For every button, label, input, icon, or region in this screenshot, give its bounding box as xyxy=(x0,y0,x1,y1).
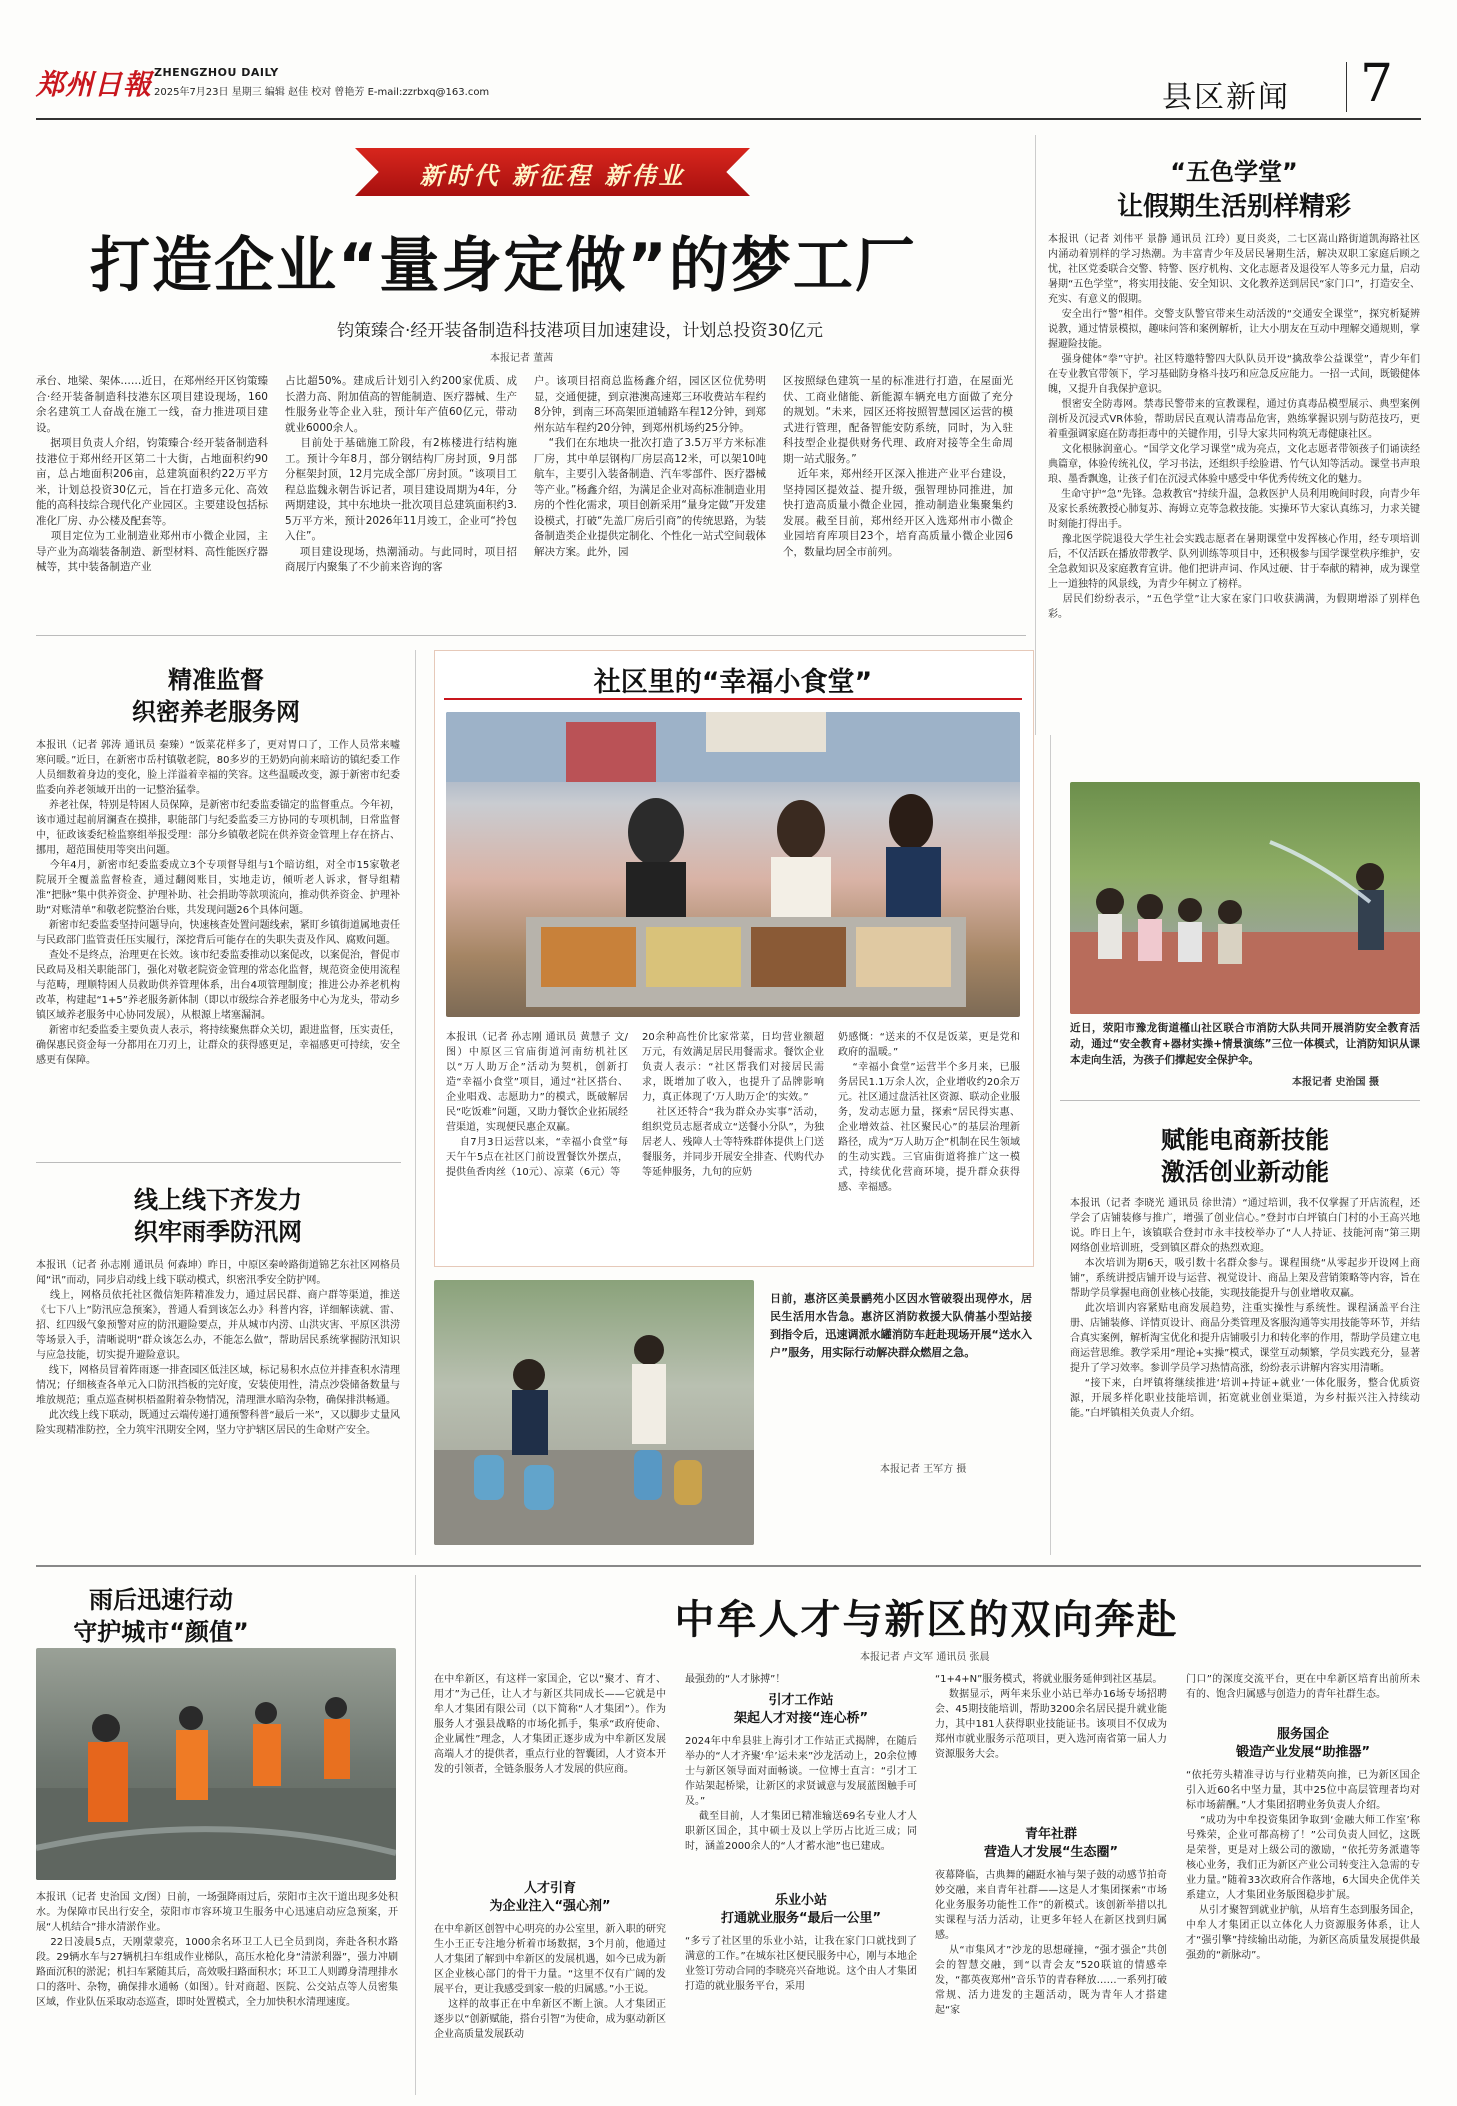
divider xyxy=(1060,1100,1420,1101)
ecommerce-title-1: 赋能电商新技能 xyxy=(1161,1126,1329,1154)
elderly-title-1: 精准监督 xyxy=(168,666,264,694)
talent-subhead-4: 青年社群 营造人才发展“生态圈” xyxy=(983,1827,1119,1860)
page-number-divider xyxy=(1346,62,1347,112)
section-title: 县区新闻 xyxy=(1162,80,1290,115)
divider xyxy=(36,1162,401,1163)
lead-col-3: 户。该项目招商总监杨鑫介绍，园区区位优势明显，交通便捷，到京港澳高速郑三环收费站车程约8分钟，到南三环高架匝道辅路车程12分钟，到郑州东站车程约20分钟，到郑州机场约25分钟。 “我们在东地块一批次打造了3.5万平方米标准厂房，其中单层钢构厂房层高12米，可以架10吨航车，主要引入装备制造、汽车零部件、医疗器械等产业。”杨鑫介绍，为满足企业对高标准制造业用房的个性化需求，项目创新采用“量身定做”开发建设模式，打破“先盖厂房后引商”的传统思路，为装备制造类企业提供定制化、个性化一站式空间载体解决方案。此外，园 xyxy=(534,375,766,558)
talent-col-4: 门口”的深度交流平台，更在中牟新区培育出前所未有的、饱含归属感与创造力的青年社群生态。 xyxy=(1186,1674,1420,1700)
rain-cleanup-photo xyxy=(36,1648,396,1880)
english-name: ZHENGZHOU DAILY xyxy=(154,66,279,79)
talent-subhead-1: 人才引育 为企业注入“强心剂” xyxy=(489,1881,611,1914)
five-color-title-1: “五色学堂” xyxy=(1170,158,1298,186)
talent-col-1: 在中牟新区，有这样一家国企，它以“聚才、育才、用才”为己任，让人才与新区共同成长——它就是中牟人才集团有限公司（以下简称“人才集团”）。作为服务人才强县战略的市场化抓手，集承“政府使命、企业属性”理念，人才集团正逐步成为中牟新区发展高端人才的提供者，重点行业的智囊团，人才资本开发的引领者，全链条服务人才发展的供应商。 xyxy=(434,1674,666,1775)
masthead-rule xyxy=(36,118,1421,120)
elderly-title-2: 织密养老服务网 xyxy=(132,698,300,726)
lead-col-4: 区按照绿色建筑一星的标准进行打造，在屋面光伏、工商业储能、新能源车辆充电方面做了充分的规划。“未来，园区还将按照智慧园区运营的模式进行管理，配备智能安防系统，同时，为入驻科技型企业提供财务代理、政府对接等全生命周期一站式服务。” 近年来，郑州经开区深入推进产业平台建设，坚持园区提效益、提升级，强智理协同推进，加快打造高质量小微企业园，推动制造业集聚集约发展。截至目前，郑州经开区入选郑州市小微企业园培育库项目23个，培育高质量小微企业园6个，数量均居全市前列。 xyxy=(783,375,1013,558)
date-line: 2025年7月23日 星期三 编辑 赵佳 校对 曾艳芳 E-mail:zzrbxq@163.com xyxy=(154,87,490,98)
lead-byline: 本报记者 董茜 xyxy=(490,353,554,364)
talent-headline: 中牟人才与新区的双向奔赴 xyxy=(674,1597,1179,1643)
fire-drill-photo xyxy=(1070,782,1420,1014)
rain-title-1: 雨后迅速行动 xyxy=(89,1586,233,1614)
canteen-text-1: 本报讯（记者 孙志刚 通讯员 黄慧子 文/图）中原区三官庙街道河南纺机社区以“万人助万企”活动为契机，创新打造“幸福小食堂”项目，通过“社区搭台、企业唱戏、志愿助力”的模式，既破解居民“吃饭难”问题，又助力餐饮企业拓展经营渠道，实现便民惠企双赢。 自7月3日运营以来，“幸福小食堂”每天午午5点在社区门前设置餐饮外摆点，提供鱼香肉丝（10元）、凉菜（6元）等 xyxy=(446,1032,628,1178)
flood-title-2: 织牢雨季防汛网 xyxy=(134,1218,302,1246)
divider xyxy=(415,650,416,1555)
canteen-text-2: 20余种高性价比家常菜，日均营业额超万元，有效满足居民用餐需求。餐饮企业负责人表示：“社区帮我们对接居民需求，既增加了收入，也提升了品牌影响力，真正体现了‘万人助万企’的实效。” 社区还特合“我为群众办实事”活动，组织党员志愿者成立“送餐小分队”，为独居老人、残障人士等特殊群体提供上门送餐服务，并同步开展安全排查、代购代办等延伸服务，九旬的应奶 xyxy=(642,1032,824,1178)
canteen-title: 社区里的“幸福小食堂” xyxy=(593,667,873,698)
talent-col-3b: 夜幕降临，古典舞的翩跹水袖与架子鼓的动感节拍奇妙交融，来自青年社群——这是人才集团探索“市场化业务服务功能性工作”的新模式。该创新举措以扎实课程与活力活动，让更多年轻人在新区找到归属感。 从“市集风才”沙龙的思想碰撞，“强才强企”共创会的智慧交融，到“以青会友”520联谊的情感牵发，“都英夜郑州”音乐节的青春释放……一系列打破常规、活力进发的主题活动，既为青年人才搭建起“家 xyxy=(935,1870,1167,2016)
lead-col-1: 承台、地梁、架体……近日，在郑州经开区钧策臻合·经开装备制造科技港东区项目建设现场，160余名建筑工人奋战在施工一线，奋力推进项目建设。 据项目负责人介绍，钧策臻合·经开装备制造科技港位于郑州经开区第二十大街，占地面积约90亩，总占地面积206亩，总建筑面积约22万平方米，计划总投资30亿元，旨在打造多元化、高效能的高科技综合现代化产业园区。主要建设包括标准化厂房、办公楼及配套等。 项目定位为工业制造业郑州市小微企业园，主导产业为高端装备制造、新型材料、高性能医疗器械等，其中装备制造产业 xyxy=(36,375,268,573)
talent-subhead-3: 乐业小站 打通就业服务“最后一公里” xyxy=(720,1893,882,1926)
divider xyxy=(415,1575,416,2095)
divider xyxy=(1050,735,1051,1555)
rain-text: 本报讯（记者 史治国 文/图）日前，一场强降雨过后，荥阳市主次干道出现多处积水。为保障市民出行安全，荥阳市市容环境卫生服务中心迅速启动应急预案，开展“人机结合”排水清淤作业。 22日凌晨5点，天刚蒙蒙亮，1000余名环卫工人已全员到岗，奔赴各积水路段。29辆水车与27辆机扫车组成作业梯队，高压水枪化身“清淤利器”，强力冲刷路面沉积的淤泥；机扫车紧随其后，高效吸扫路面积水；环卫工人则蹲身清理排水口的落叶、杂物，确保排水通畅（如图）。针对商超、医院、公交站点等人员密集区域，作业队伍采取动态巡查，即时处置模式，全力加快积水清理速度。 xyxy=(36,1892,398,2008)
flood-title-1: 线上线下齐发力 xyxy=(134,1186,302,1214)
divider xyxy=(36,1565,1421,1567)
talent-col-2c: “多亏了社区里的乐业小站，让我在家门口就找到了满意的工作。”在城东社区便民服务中心，刚与本地企业签订劳动合同的李晓亮兴奋地说。这个由人才集团打造的就业服务平台，采用 xyxy=(685,1936,917,1992)
newspaper-logo: 郑州日報 xyxy=(36,68,153,101)
fire-drill-caption: 近日，荥阳市豫龙街道槿山社区联合市消防大队共同开展消防安全教育活动，通过“安全教育+器材实操+情景演练”三位一体模式，让消防知识从课本走向生活，为孩子们撑起安全保护伞。 xyxy=(1070,1022,1420,1066)
talent-subhead-2: 引才工作站 架起人才对接“连心桥” xyxy=(733,1693,869,1726)
talent-col-4b: “依托劳头精准寻访与行业精英向推，已为新区国企引入近60名中坚力量，其中25位中高层管理者均对标市场薪酬。”人才集团招聘业务负责人介绍。 “成功为中牟投资集团争取到‘金融大师工作室’称号殊荣，企业可都高榜了！”公司负责人回忆，这既是荣誉，更是对上级公司的激励，“依托劳务派遣等核心业务，我们正为新区产业公司转变注入急需的专业力量。”随着33次政府合作落地，6大国央企优伴关系建立，人才集团业务版图稳步扩展。 从引才聚智到就业护航，从培育生态到服务国企，中牟人才集团正以立体化人力资源服务体系，让人才“强引擎”持续输出动能，为新区高质量发展提供最强劲的“新脉动”。 xyxy=(1186,1770,1420,1961)
elderly-text: 本报讯（记者 郭涛 通讯员 秦臻）“饭菜花样多了，更对胃口了，工作人员常来嘘寒问暖。”近日，在新密市岳村镇敬老院，80多岁的王奶奶向前来暗访的镇纪委工作人员细数着身边的变化，脸上洋溢着幸福的笑容。这些温暖改变，源于新密市纪委监委向养老领域开出的一记整治猛拳。 养老社保，特别是特困人员保障，是新密市纪委监委锚定的监督重点。今年初，该市通过起前屑澜查在摸排，职能部门与纪委监委三方协同的专项机制，日常监督中，征政该委纪检监察组举报受理：部分乡镇敬老院在供养资金管理上存在挤占、挪用，超范围使用等突出问题。 今年4月，新密市纪委监委成立3个专项督导组与1个暗访组，对全市15家敬老院展开全覆盖监督检查，通过翻阅账目，实地走访，倾听老人诉求，督导组精准“把脉”集中供养资金、护理补助、社会捐助等款项流向，推动供养资金、护理补助“对账清单”和敬老院整治台账，共发现问题26个具体问题。 新密市纪委监委坚持问题导向，快速核查处置问题线索，紧盯乡镇街道属地责任与民政部门监管责任压实履行，深挖背后可能存在的失职失责及作风、腐败问题。 查处不是终点，治理更在长效。该市纪委监委推动以案促改，以案促治，督促市民政局及相关职能部门，强化对敬老院资金管理的常态化监督，规范资金使用流程与范畴，理顺特困人员救助供养管理体系，出台4项管理制度；推进公办养老机构改革，构建起“1+5”养老服务新体制（即以市级综合养老服务中心为龙头，带动乡镇区域养老服务中心协同发展），从根源上堵塞漏洞。 新密市纪委监委主要负责人表示，将持续聚焦群众关切，跟进监督，压实责任，确保惠民资金每一分都用在刀刃上，让群众的获得感更足，幸福感更可持续，安全感更有保障。 xyxy=(36,740,400,1066)
page-number: 7 xyxy=(1360,54,1394,114)
canteen-text-3: 奶感慨：“送来的不仅是饭菜，更是党和政府的温暖。” “幸福小食堂”运营半个多月来，已服务居民1.1万余人次，企业增收约20余万元。社区通过盘活社区资源、联动企业服务，发动志愿力量，探索“居民得实惠、企业增效益、社区聚民心”的基层治理新路径，成为“万人助万企”机制在民生领域的生动实践。三官庙街道将推广这一模式，持续优化营商环境，提升群众获得感、幸福感。 xyxy=(838,1032,1020,1193)
talent-col-2: 最强劲的“人才脉搏”！ xyxy=(685,1674,786,1685)
ecommerce-text: 本报讯（记者 李晓光 通讯员 徐世清）“通过培训，我不仅掌握了开店流程，还学会了店铺装修与推广，增强了创业信心。”登封市白坪镇白门村的小王高兴地说。昨日上午，该镇联合登封市永丰技校举办了“人人持证、技能河南”第三期网络创业培训班，受到镇区群众的热烈欢迎。 本次培训为期6天，吸引数十名群众参与。课程围绕“从零起步开设网上商铺”，系统讲授店铺开设与运营、视觉设计、商品上架及营销策略等内容，旨在帮助学员掌握电商创业核心技能，实现技能提升与创业增收双赢。 此次培训内容紧贴电商发展趋势，注重实操性与系统性。课程涵盖平台注册、店铺装修、详情页设计、商品分类管理及客服沟通等实用技能等环节，并结合真实案例，解析淘宝优化和提升店铺吸引力和转化率的作用，帮助学员建立电商运营思维。教学采用“理论+实操”模式，课堂互动频繁，学员实践充分，显著提升了学习效率。参训学员学习热情高涨，纷纷表示讲解内容实用清晰。 “接下来，白坪镇将继续推进‘培训+持证+就业’一体化服务，整合优质资源，开展多样化职业技能培训，拓宽就业创业渠道，为乡村振兴注入持续动能。”白坪镇相关负责人介绍。 xyxy=(1070,1198,1420,1419)
flood-text: 本报讯（记者 孙志刚 通讯员 何森坤）昨日，中原区秦岭路街道锦艺东社区网格员闻“讯”而动，同步启动线上线下联动模式，织密汛季安全防护网。 线上，网格员依托社区微信矩阵精准发力，通过居民群、商户群等渠道，推送《七下八上”防汛应急预案》，普通人看到该怎么办》科普内容，详细解读就、雷、招、红四级气象预警对应的防汛避险要点，并从城市内涝、山洪灾害、平原区洪涝等场景入手，清晰说明“群众该怎么办，不能怎么做”，帮助居民系统掌握防汛知识与应急技能，切实提升避险意识。 线下，网格员冒着阵雨逐一排查园区低洼区域，标记易积水点位并排查积水清理情况；仔细核查各单元入口防汛挡板的完好度，安装使用性，清点沙袋储备数量与堆放规范；重点巡查树枳梧盈附着杂物情况，清理泄水暗沟杂物，确保排洪畅通。 此次线上线下联动，既通过云端传递打通预警科普“最后一米”，又以脚步丈量风险实现精准防控，全力筑牢汛期安全网，坚力守护辖区居民的生命财产安全。 xyxy=(36,1260,400,1436)
water-delivery-caption: 日前，惠济区美景鹂苑小区因水管破裂出现停水，居民生活用水告急。惠济区消防救援大队倩基小型站接到指令后，迅速调派水罐消防车赶赴现场开展“送水入户”服务，用实际行动解决群众燃眉之急。 xyxy=(770,1292,1032,1359)
lead-col-2: 占比超50%。建成后计划引入约200家优质、成长潜力高、附加值高的智能制造、医疗器械、生产性服务业等企业入驻，预计年产值60亿元，带动就业6000余人。 目前处于基础施工阶段，有2栋楼进行结构施工。预计今年8月，部分钢结构厂房封顶，9月部分框架封顶，12月完成全部厂房封顶。“该项目工程总监魏永朝告诉记者，项目建设周期为4年，分两期建设，其中东地块一批次项目总建筑面积约3.5万平方米，预计2026年11月竣工，企业可“拎包入住”。 项目建设现场，热潮涌动。与此同时，项目招商展厅内聚集了不少前来咨询的客 xyxy=(285,375,517,573)
ecommerce-title-2: 激活创业新动能 xyxy=(1161,1158,1329,1186)
water-delivery-photo xyxy=(434,1280,754,1545)
lead-headline: 打造企业“量身定做”的梦工厂 xyxy=(90,231,917,301)
talent-col-1b: 在中牟新区创智中心明亮的办公室里，新入职的研究生小王正专注地分析着市场数据，3个月前，他通过人才集团了解到中牟新区的发展机遇，如今已成为新区企业核心部门的骨干力量。“这里不仅有广阔的发展平台，更让我感受到家一般的归属感。”小王说。 这样的故事正在中牟新区不断上演。人才集团正逐步以“创新赋能，搭台引智”为使命，成为驱动新区企业高质量发展跃动 xyxy=(434,1924,666,2040)
talent-col-3: “1+4+N”服务模式，将就业服务延伸到社区基层。 数据显示，两年来乐业小站已举办16场专场招聘会、45期技能培训，帮助3200余名居民提升就业能力，其中181人获得职业技能证书。该项目不仅成为郑州市就业服务示范项目，更入选河南省第一届人力资源服务大会。 xyxy=(935,1674,1167,1760)
talent-byline: 本报记者 卢文军 通讯员 张晨 xyxy=(860,1652,990,1663)
divider xyxy=(1035,135,1036,735)
banner-text: 新时代 新征程 新伟业 xyxy=(419,161,686,190)
talent-subhead-5: 服务国企 锻造产业发展“助推器” xyxy=(1235,1727,1371,1760)
five-color-title-2: 让假期生活别样精彩 xyxy=(1116,192,1351,222)
water-delivery-credit: 本报记者 王军方 摄 xyxy=(880,1464,967,1475)
five-color-text: 本报讯（记者 刘伟平 景静 通讯员 江玲）夏日炎炎，二七区嵩山路街道凯海路社区内涌动着别样的学习热潮。为丰富青少年及居民暑期生活，解决双职工家庭后顾之忧，社区党委联合交警、特警、医疗机构、文化志愿者及退役军人等多元力量，启动暑期“五色学堂”，将实用技能、安全知识、文化教养送到居民“家门口”，打造安全、充实、有意义的假期。 安全出行“警”相伴。交警支队警官带来生动活泼的“交通安全课堂”，探究析疑辨说教，通过情景模拟，趣味问答和案例解析，让大小朋友在互动中理解交通规则，掌握避险技能。 强身健体“拳”守护。社区特邀特警四大队队员开设“擒敌拳公益课堂”，青少年们在专业教官带领下，学习基础防身格斗技巧和应急反应能力。一招一式间，既锻健体魄，又提升自我保护意识。 恨密安全防毒网。禁毒民警带来的宣教课程，通过仿真毒品模型展示、典型案例剖析及沉浸式VR体验，帮助居民直观认清毒品危害，熟练掌握识别与防范技巧，更着重强调家庭在防毒拒毒中的关键作用，引导大家共同构筑无毒健康社区。 文化根脉润童心。“国学文化学习课堂”成为亮点，文化志愿者带领孩子们诵读经典篇章，体验传统礼仪，学习书法，还组织手绘脸谱、竹气认知等活动。课堂书声琅琅、墨香飘逸，让孩子们在沉浸式体验中感受中华优秀传统文化的魅力。 生命守护“急”先锋。急救教官“持续升温，急救医护人员利用晚间时段，向青少年及家长系统教授心肺复苏、海姆立克等急救技能。实操环节大家认真练习，力求关键时刻能打得出手。 豫北医学院退役大学生社会实践志愿者在暑期课堂中发挥核心作用，经专项培训后，不仅活跃在播放带教学、队列训练等项目中，还积极参与国学课堂秩序维护，安全急救知识及家庭教育宣讲。他们把讲声词、作风过硬、甘于奉献的精神，成为课堂上一道独特的风景线，为青少年树立了榜样。 居民们纷纷表示，“五色学堂”让大家在家门口收获满满，为假期增添了别样色彩。 xyxy=(1048,234,1420,620)
fire-drill-credit: 本报记者 史治国 摄 xyxy=(1292,1077,1379,1088)
canteen-photo xyxy=(446,712,1020,1017)
rain-title-2: 守护城市“颜值” xyxy=(73,1618,249,1646)
divider xyxy=(36,635,1026,636)
talent-col-2b: 2024年中牟县驻上海引才工作站正式揭牌，在随后举办的“人才齐聚‘牟’运未来”沙龙活动上，20余位博士与新区领导面对面畅谈。一位博士直言：“引才工作站架起桥梁，让新区的求贤诚意与发展蓝图触手可及。” 截至目前，人才集团已精准输送69名专业人才人职新区国企，其中硕士及以上学历占比近三成；同时，涵盖2000余人的“人才蓄水池”也已建成。 xyxy=(685,1736,917,1852)
lead-subtitle: 钧策臻合·经开装备制造科技港项目加速建设，计划总投资30亿元 xyxy=(336,321,824,341)
